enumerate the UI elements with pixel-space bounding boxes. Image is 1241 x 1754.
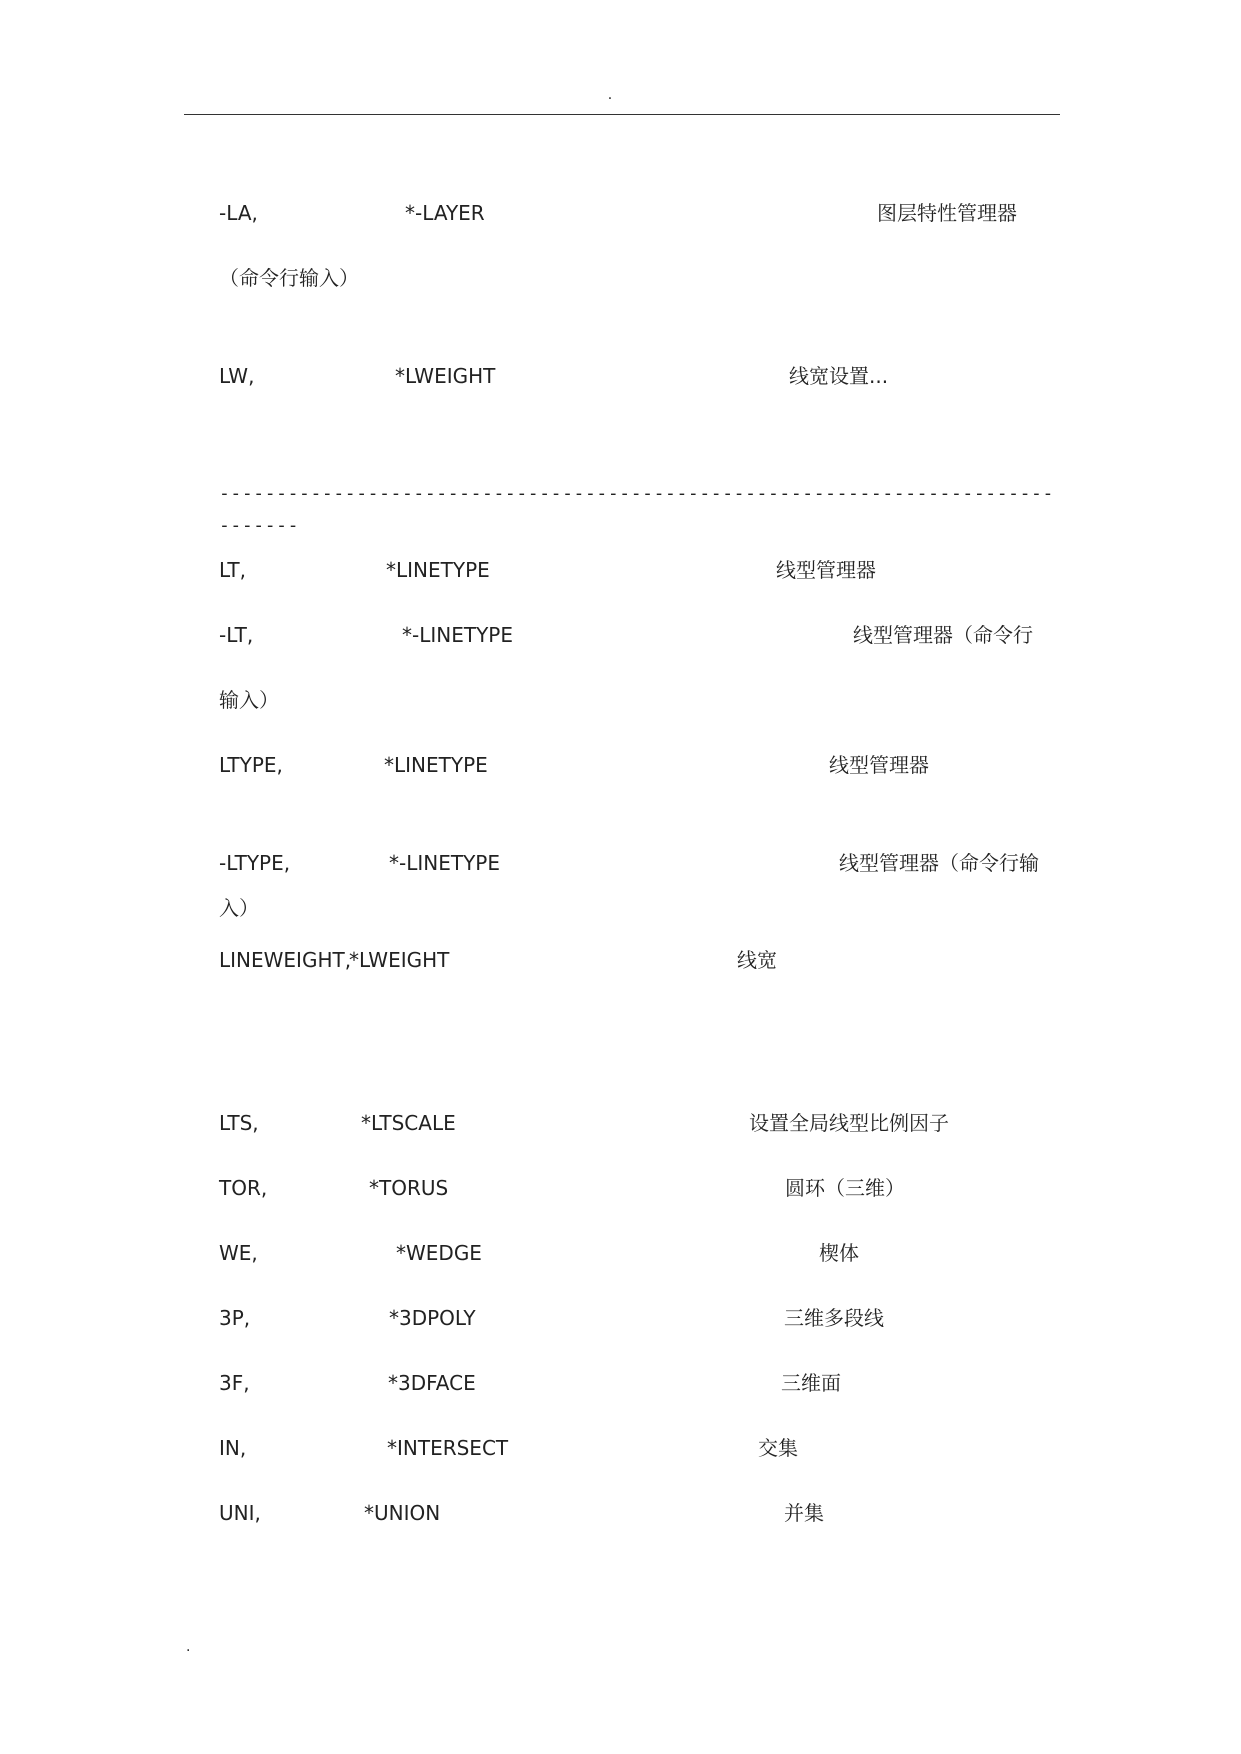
command: *WEDGE [396,1241,482,1265]
command: *UNION [364,1501,441,1525]
command: *-LINETYPE [402,623,513,647]
alias: 3F, [219,1371,250,1395]
command: *LINETYPE [386,558,490,582]
description: 图层特性管理器 [877,201,1017,225]
command: *LWEIGHT [395,364,496,388]
command: *3DPOLY [389,1306,476,1330]
alias: LINEWEIGHT, [219,948,352,972]
description: 线型管理器（命令行输 [839,851,1039,875]
description: 楔体 [819,1241,859,1265]
description: 三维面 [781,1371,841,1395]
alias: LT, [219,558,246,582]
alias: LTYPE, [219,753,283,777]
alias: -LA, [219,201,258,225]
alias: UNI, [219,1501,261,1525]
page-footer-mark: . [186,1639,191,1655]
description: 交集 [758,1436,798,1460]
description: 线宽 [737,948,777,972]
description: 线型管理器 [776,558,876,582]
command: *LTSCALE [361,1111,456,1135]
description-continuation: 入） [219,896,259,920]
description: 设置全局线型比例因子 [749,1111,949,1135]
alias: -LTYPE, [219,851,291,875]
alias: LTS, [219,1111,259,1135]
command: *-LINETYPE [389,851,500,875]
description-continuation: （命令行输入） [219,266,359,290]
description: 三维多段线 [784,1306,884,1330]
command: *INTERSECT [387,1436,509,1460]
description: 线型管理器（命令行 [853,623,1033,647]
description-continuation: 输入） [219,688,279,712]
description: 线宽设置... [789,364,889,388]
alias: WE, [219,1241,258,1265]
description: 圆环（三维） [785,1176,905,1200]
alias: 3P, [219,1306,251,1330]
alias: -LT, [219,623,254,647]
header-rule [184,114,1060,115]
alias: TOR, [219,1176,268,1200]
command: *LINETYPE [384,753,488,777]
command: *-LAYER [405,201,485,225]
alias: LW, [219,364,255,388]
description: 线型管理器 [829,753,929,777]
command: *TORUS [369,1176,449,1200]
page-header-mark: . [607,87,613,103]
command: *LWEIGHT [349,948,450,972]
alias: IN, [219,1436,247,1460]
description: 并集 [784,1501,824,1525]
command: *3DFACE [388,1371,476,1395]
dashed-separator: -------------------------------------------------------------------------------- [219,483,1054,536]
